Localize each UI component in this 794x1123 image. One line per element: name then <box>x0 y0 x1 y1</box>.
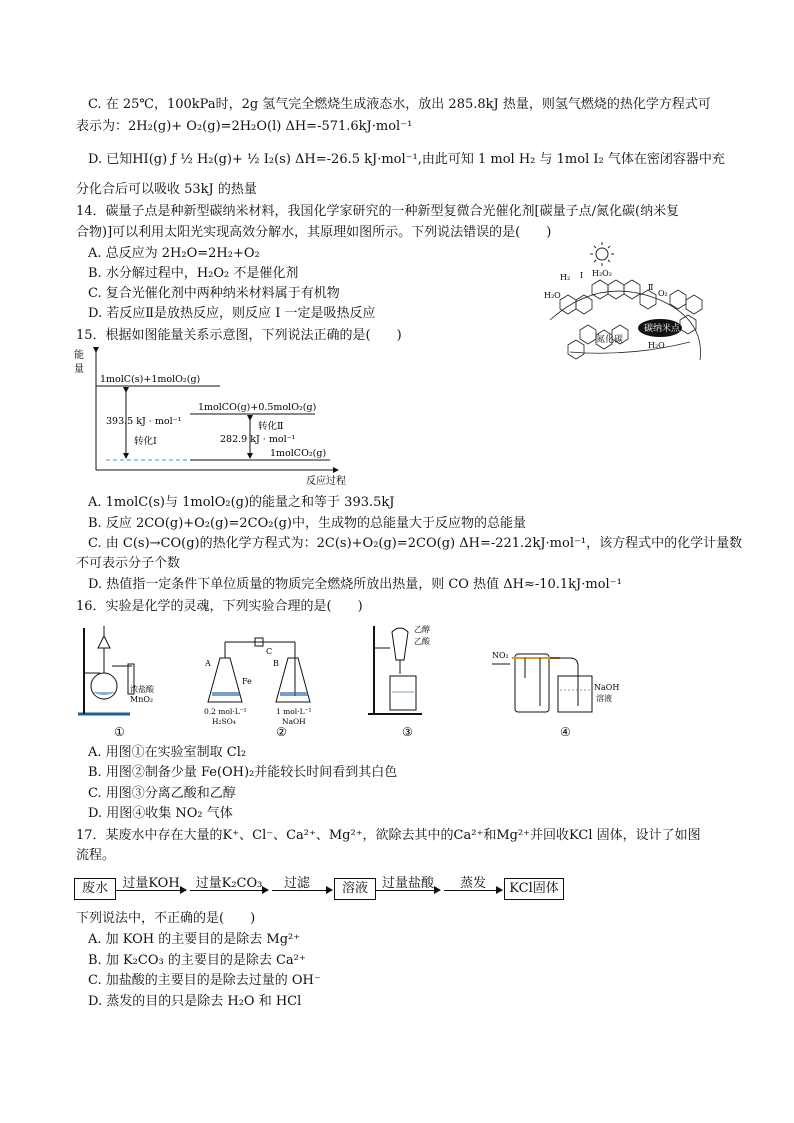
q15-stem: 15．根据如图能量关系示意图，下列说法正确的是( ) <box>76 328 402 343</box>
f2-b-label: B <box>273 659 279 668</box>
level-bottom-label: 1molCO₂(g) <box>270 448 327 459</box>
conversion-1-label: 转化Ⅰ <box>134 436 157 447</box>
flow-step-evaporate: 蒸发 <box>459 876 486 891</box>
flow-step-koh: 过量KOH <box>122 876 180 891</box>
f4-naoh-label: NaOH <box>594 683 620 692</box>
reaction-i-label: Ⅰ <box>580 271 584 280</box>
level-mid-label: 1molCO(g)+0.5molO₂(g) <box>198 402 317 413</box>
q16-option-d: D. 用图④收集 NO₂ 气体 <box>88 806 233 821</box>
hexagon-network <box>550 280 702 360</box>
q14-option-b: B. 水分解过程中，H₂O₂ 不是催化剂 <box>88 266 299 281</box>
figure-number-3: ③ <box>402 725 413 739</box>
q16-option-a: A. 用图①在实验室制取 Cl₂ <box>88 745 247 760</box>
f4-no2-label: NO₂ <box>492 651 509 660</box>
q15-energy-diagram <box>70 346 350 486</box>
q16-apparatus-figures <box>70 618 630 740</box>
carbon-nitride-label: 氮化碳 <box>596 335 624 345</box>
figure-number-1: ① <box>114 725 125 739</box>
q14-stem-line1: 14．碳量子点是种新型碳纳米材料，我国化学家研究的一种新型复微合光催化剂[碳量子点/氮化碳(纳米复 <box>76 204 680 219</box>
f2-left-reagent: H₂SO₄ <box>212 717 236 726</box>
reaction-axis-label: 反应过程 <box>306 476 346 486</box>
figure-number-2: ② <box>276 725 287 739</box>
flow-box-kcl: KCl固体 <box>504 878 564 900</box>
h2o-left-label: H₂O <box>544 291 561 300</box>
q15-option-a: A. 1molC(s)与 1molO₂(g)的能量之和等于 393.5kJ <box>88 495 395 510</box>
h2-label: H₂ <box>560 273 571 282</box>
q15-option-c-line1: C. 由 C(s)→CO(g)的热化学方程式为：2C(s)+O₂(g)=2CO(g) ΔH=-221.2kJ·mol⁻¹，该方程式中的化学计量数 <box>88 536 743 551</box>
q15-option-b: B. 反应 2CO(g)+O₂(g)=2CO₂(g)中，生成物的总能量大于反应物的总能量 <box>88 516 526 531</box>
q17-option-a: A. 加 KOH 的主要目的是除去 Mg²⁺ <box>88 932 301 947</box>
q17-option-c: C. 加盐酸的主要目的是除去过量的 OH⁻ <box>88 973 321 988</box>
sun-icon <box>590 242 614 266</box>
q17-stem-line2: 流程。 <box>76 848 116 863</box>
f2-c-label: C <box>266 647 273 656</box>
flow-step-hcl: 过量盐酸 <box>381 876 434 891</box>
q14-stem-line2: 合物)]可以利用太阳光实现高效分解水，其原理如图所示。下列说法错误的是( ) <box>76 225 552 240</box>
flow-box-solution: 溶液 <box>334 878 376 900</box>
energy-axis-label-char2: 量 <box>74 364 84 375</box>
q16-option-b: B. 用图②制备少量 Fe(OH)₂并能较长时间看到其白色 <box>88 765 398 780</box>
h2o2-label: H₂O₂ <box>592 269 612 278</box>
conversion-2-label: 转化Ⅱ <box>258 421 284 432</box>
figure-number-4: ④ <box>560 725 571 739</box>
f3-ethanol-label: 乙醇 <box>414 625 430 634</box>
f2-fe-label: Fe <box>242 677 252 686</box>
carbon-nanodot-label: 碳纳米点 <box>644 324 681 334</box>
flow-step-filter: 过滤 <box>283 876 310 891</box>
o2-label: O₂ <box>658 289 668 298</box>
q13-option-d-line1: D. 已知HI(g) ƒ ½ H₂(g)+ ½ I₂(s) ΔH=-26.5 kJ·mol⁻¹,由此可知 1 mol H₂ 与 1mol I₂ 气体在密闭容器中充 <box>88 152 725 167</box>
q16-option-c: C. 用图③分离乙酸和乙醇 <box>88 786 236 801</box>
q15-option-c-line2: 不可表示分子个数 <box>76 556 181 571</box>
q13-option-c-line1: C. 在 25℃，100kPa时，2g 氢气完全燃烧生成液态水，放出 285.8kJ 热量，则氢气燃烧的热化学方程式可 <box>88 97 711 112</box>
apparatus-1 <box>78 626 134 714</box>
reaction-ii-label: Ⅱ <box>648 283 654 292</box>
q17-option-d: D. 蒸发的目的只是除去 H₂O 和 HCl <box>88 994 302 1009</box>
f1-mno2-label: MnO₂ <box>130 695 154 704</box>
apparatus-4 <box>492 654 592 712</box>
q13-option-d-line2: 分化合后可以吸收 53kJ 的热量 <box>76 182 257 197</box>
level-top-label: 1molC(s)+1molO₂(g) <box>100 374 201 385</box>
q14-option-d: D. 若反应Ⅱ是放热反应，则反应 Ⅰ 一定是吸热反应 <box>88 306 376 321</box>
apparatus-2 <box>208 638 310 702</box>
delta-2-label: 282.9 kJ · mol⁻¹ <box>220 434 296 445</box>
energy-axis-label-char1: 能 <box>74 350 84 361</box>
f4-solution-label: 溶液 <box>596 694 612 703</box>
f3-acetic-label: 乙酸 <box>414 637 430 646</box>
q14-option-a: A. 总反应为 2H₂O=2H₂+O₂ <box>88 246 260 261</box>
q14-photocatalyst-figure <box>540 240 715 365</box>
q17-stem-line1: 17．某废水中存在大量的K⁺、Cl⁻、Ca²⁺、Mg²⁺，欲除去其中的Ca²⁺和Mg²⁺并回收KCl 固体，设计了如图 <box>76 828 701 843</box>
q17-option-b: B. 加 K₂CO₃ 的主要目的是除去 Ca²⁺ <box>88 953 306 968</box>
q13-option-c-line2: 表示为：2H₂(g)+ O₂(g)=2H₂O(l) ΔH=-571.6kJ·mol⁻¹ <box>76 119 413 134</box>
delta-1-label: 393.5 kJ · mol⁻¹ <box>106 416 182 427</box>
q17-ask: 下列说法中，不正确的是( ) <box>76 911 256 926</box>
f1-acid-label: 浓盐酸 <box>130 685 154 694</box>
flow-box-wastewater: 废水 <box>74 878 116 900</box>
q15-option-d: D. 热值指一定条件下单位质量的物质完全燃烧所放出热量，则 CO 热值 ΔH≈-10.1kJ·mol⁻¹ <box>88 577 622 592</box>
h2o-right-label: H₂O <box>648 341 665 350</box>
flow-step-k2co3: 过量K₂CO₃ <box>195 876 263 891</box>
q16-stem: 16．实验是化学的灵魂，下列实验合理的是( ) <box>76 599 363 614</box>
f2-left-conc: 0.2 mol·L⁻¹ <box>204 707 247 716</box>
f2-a-label: A <box>205 659 211 668</box>
f2-right-conc: 1 mol·L⁻¹ <box>276 707 312 716</box>
q14-option-c: C. 复合光催化剂中两种纳米材料属于有机物 <box>88 286 340 301</box>
f2-right-reagent: NaOH <box>282 717 306 726</box>
